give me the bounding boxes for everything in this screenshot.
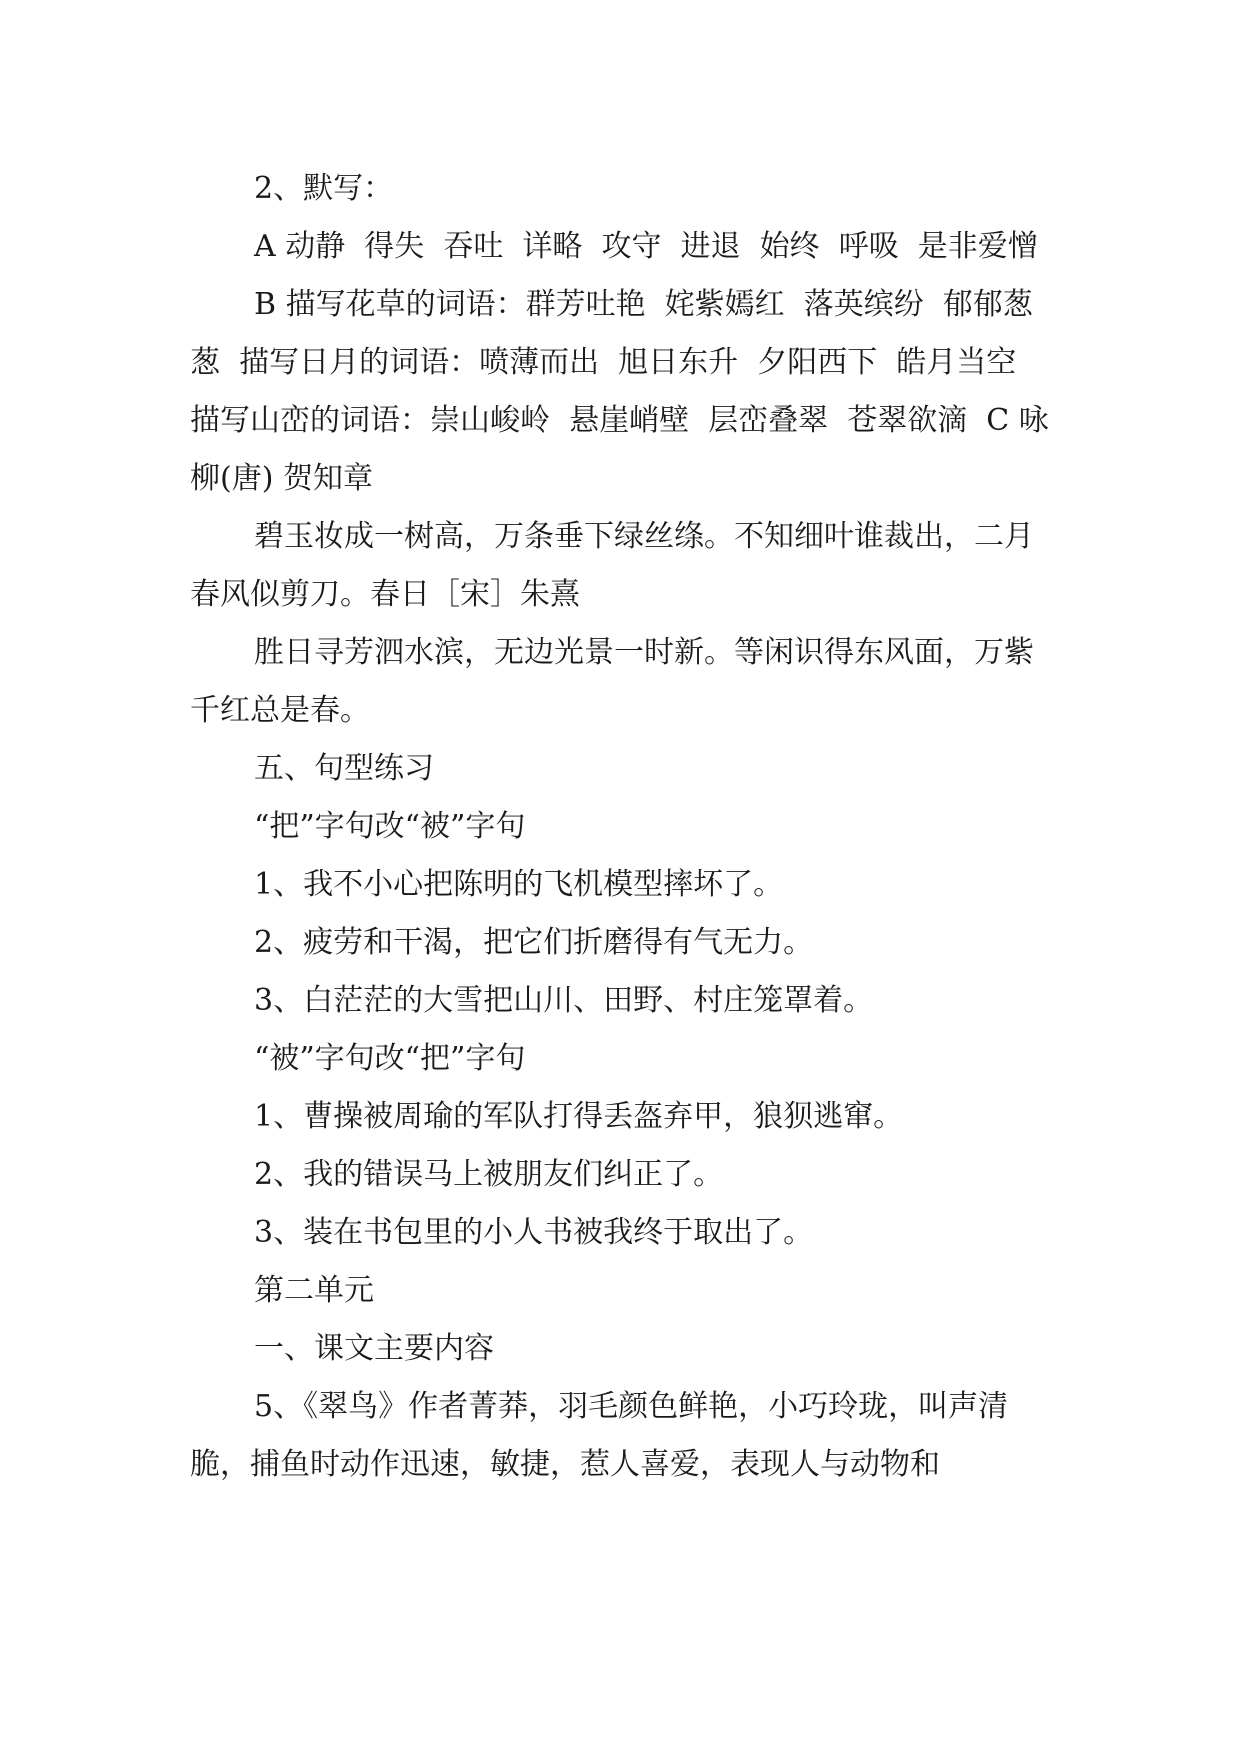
list-item: 1、曹操被周瑜的军队打得丢盔弃甲，狼狈逃窜。 — [254, 1099, 904, 1134]
section-heading-sentence-practice: 五、句型练习 — [254, 751, 434, 786]
list-item: 2、我的错误马上被朋友们纠正了。 — [254, 1157, 724, 1192]
list-item: 3、白茫茫的大雪把山川、田野、村庄笼罩着。 — [254, 983, 874, 1018]
paragraph-descriptive-words: B 描写花草的词语：群芳吐艳 姹紫嫣红 落英缤纷 郁郁葱葱 描写日月的词语：喷薄而出 旭日东升 夕阳西下 皓月当空 描写山峦的词语：崇山峻岭 悬崖峭壁 层峦叠翠 苍翠欲滴 C 咏柳(唐) 贺知章 — [190, 287, 1049, 496]
paragraph-poem-willow: 碧玉妆成一树高，万条垂下绿丝绦。不知细叶谁裁出，二月春风似剪刀。春日［宋］朱熹 — [190, 519, 1034, 612]
paragraph-kingfisher-summary: 5、《翠鸟》作者菁莽，羽毛颜色鲜艳，小巧玲珑，叫声清脆，捕鱼时动作迅速，敏捷，惹人喜爱，表现人与动物和 — [190, 1389, 1009, 1482]
paragraph-poem-spring: 胜日寻芳泗水滨，无边光景一时新。等闲识得东风面，万紫千红总是春。 — [190, 635, 1034, 728]
paragraph-antonym-words: A 动静 得失 吞吐 详略 攻守 进退 始终 呼吸 是非爱憎 — [254, 229, 1038, 264]
document-body — [190, 160, 1060, 1494]
unit-heading: 第二单元 — [254, 1273, 374, 1308]
paragraph-dictation-heading: 2、默写： — [254, 171, 394, 206]
list-item: 3、装在书包里的小人书被我终于取出了。 — [254, 1215, 814, 1250]
list-item: 1、我不小心把陈明的飞机模型摔坏了。 — [254, 867, 784, 902]
subheading-ba-to-bei: “把”字句改“被”字句 — [254, 809, 526, 844]
list-item: 2、疲劳和干渴，把它们折磨得有气无力。 — [254, 925, 814, 960]
subheading-bei-to-ba: “被”字句改“把”字句 — [254, 1041, 526, 1076]
section-heading-main-content: 一、课文主要内容 — [254, 1331, 494, 1366]
